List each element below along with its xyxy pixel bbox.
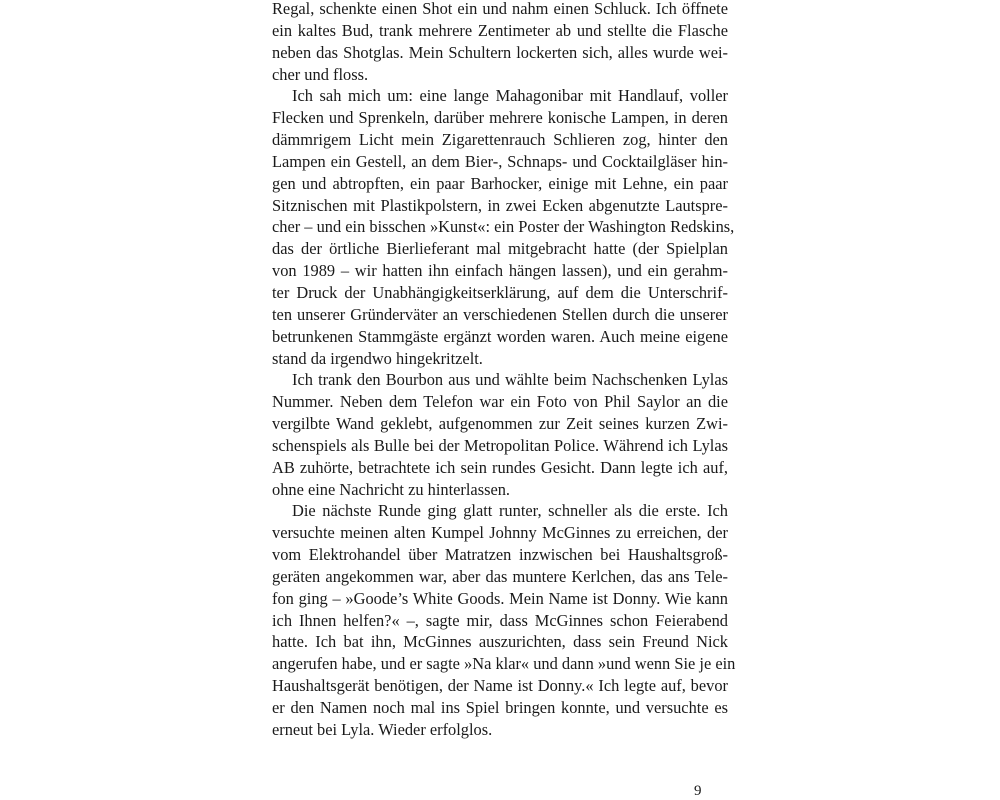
text-line: geräten angekommen war, aber das muntere Kerlchen, das ans Tele-: [272, 566, 728, 586]
text-line: angerufen habe, und er sagte »Na klar« und dann »und wenn Sie je ein: [272, 654, 736, 674]
text-line: ohne eine Nachricht zu hinterlassen.: [272, 479, 511, 499]
text-line: er den Namen noch mal ins Spiel bringen konnte, und versuchte es: [272, 698, 728, 717]
text-line: schenspiels als Bulle bei der Metropolitan Police. Während ich Lylas: [272, 435, 728, 455]
text-line: betrunkenen Stammgäste ergänzt worden waren. Auch meine eigene: [272, 326, 728, 346]
text-line: hatte. Ich bat ihn, McGinnes auszurichten, dass sein Freund Nick: [272, 632, 728, 652]
text-line: neben das Shotglas. Mein Schultern lockerten sich, alles wurde wei-: [272, 42, 728, 62]
text-line: gen und abtropften, ein paar Barhocker, einige mit Lehne, ein paar: [272, 173, 728, 193]
text-line: cher und floss.: [272, 64, 369, 84]
text-line: stand da irgendwo hingekritzelt.: [272, 348, 483, 368]
text-line: von 1989 – wir hatten ihn einfach hängen lassen), und ein gerahm-: [272, 261, 728, 281]
text-line: erneut bei Lyla. Wieder erfolglos.: [272, 719, 493, 739]
text-line: versuchte meinen alten Kumpel Johnny McGinnes zu erreichen, der: [272, 523, 728, 543]
text-line: ten unserer Gründerväter an verschiedenen Stellen durch die unserer: [272, 304, 728, 324]
page-number: 9: [694, 783, 702, 799]
text-line: ein kaltes Bud, trank mehrere Zentimeter ab und stellte die Flasche: [272, 20, 728, 40]
text-line: Flecken und Sprenkeln, darüber mehrere konische Lampen, in deren: [272, 108, 728, 128]
text-line: dämmrigem Licht mein Zigarettenrauch Schlieren zog, hinter den: [272, 130, 728, 150]
text-line: vom Elektrohandel über Matratzen inzwischen bei Haushaltsgroß-: [272, 545, 728, 565]
text-line: Lampen ein Gestell, an dem Bier-, Schnaps- und Cocktailgläser hin-: [272, 151, 728, 171]
body-text: [272, 0, 736, 741]
text-line: ter Druck der Unabhängigkeitserklärung, auf dem die Unterschrif-: [272, 282, 728, 302]
text-line: Regal, schenkte einen Shot ein und nahm einen Schluck. Ich öffnete: [272, 0, 728, 18]
text-line: cher – und ein bisschen »Kunst«: ein Poster der Washington Redskins,: [272, 217, 735, 237]
paragraph-first-line: Ich sah mich um: eine lange Mahagonibar mit Handlauf, voller: [292, 86, 728, 106]
text-line: fon ging – »Goode’s White Goods. Mein Name ist Donny. Wie kann: [272, 588, 728, 608]
text-line: Nummer. Neben dem Telefon war ein Foto von Phil Saylor an die: [272, 392, 728, 412]
text-line: Haushaltsgerät benötigen, der Name ist Donny.« Ich legte auf, bevor: [272, 676, 728, 696]
paragraph-first-line: Ich trank den Bourbon aus und wählte beim Nachschenken Lylas: [292, 370, 728, 390]
text-line: vergilbte Wand geklebt, aufgenommen zur Zeit seines kurzen Zwi-: [272, 414, 728, 434]
text-line: AB zuhörte, betrachtete ich sein rundes Gesicht. Dann legte ich auf,: [272, 457, 728, 477]
text-line: ich Ihnen helfen?« –, sagte mir, dass McGinnes schon Feierabend: [272, 610, 728, 630]
paragraph-first-line: Die nächste Runde ging glatt runter, schneller als die erste. Ich: [292, 501, 728, 521]
text-line: Sitznischen mit Plastikpolstern, in zwei Ecken abgenutzte Lautspre-: [272, 195, 728, 215]
text-line: das der örtliche Bierlieferant mal mitgebracht hatte (der Spielplan: [272, 239, 728, 259]
